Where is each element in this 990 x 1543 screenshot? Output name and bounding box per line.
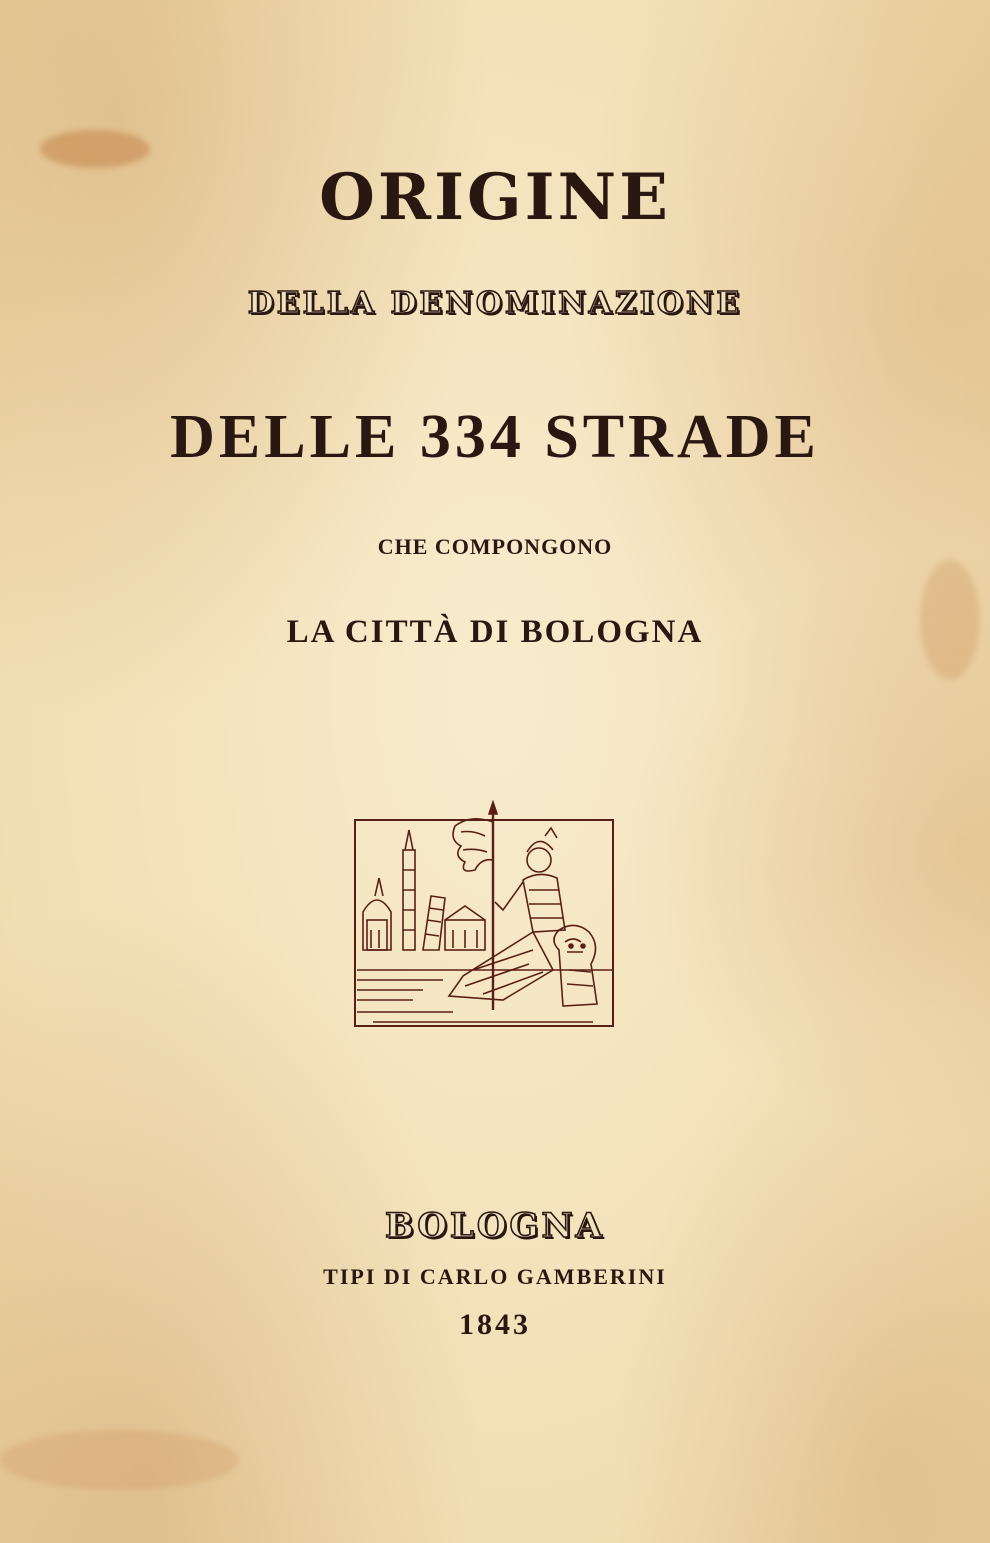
title-streets: DELLE 334 STRADE bbox=[170, 403, 820, 471]
imprint-city: BOLOGNA bbox=[384, 1206, 605, 1246]
title-city: LA CITTÀ DI BOLOGNA bbox=[286, 614, 704, 650]
paper-stain bbox=[0, 1430, 240, 1490]
allegory-of-bologna-woodcut-icon bbox=[353, 800, 615, 1028]
title-subtitle: DELLA DENOMINAZIONE bbox=[247, 286, 743, 321]
title-main: ORIGINE bbox=[319, 160, 671, 235]
imprint-year: 1843 bbox=[459, 1308, 531, 1341]
imprint-printer: TIPI DI CARLO GAMBERINI bbox=[323, 1264, 667, 1289]
title-compose: CHE COMPONGONO bbox=[377, 534, 613, 559]
